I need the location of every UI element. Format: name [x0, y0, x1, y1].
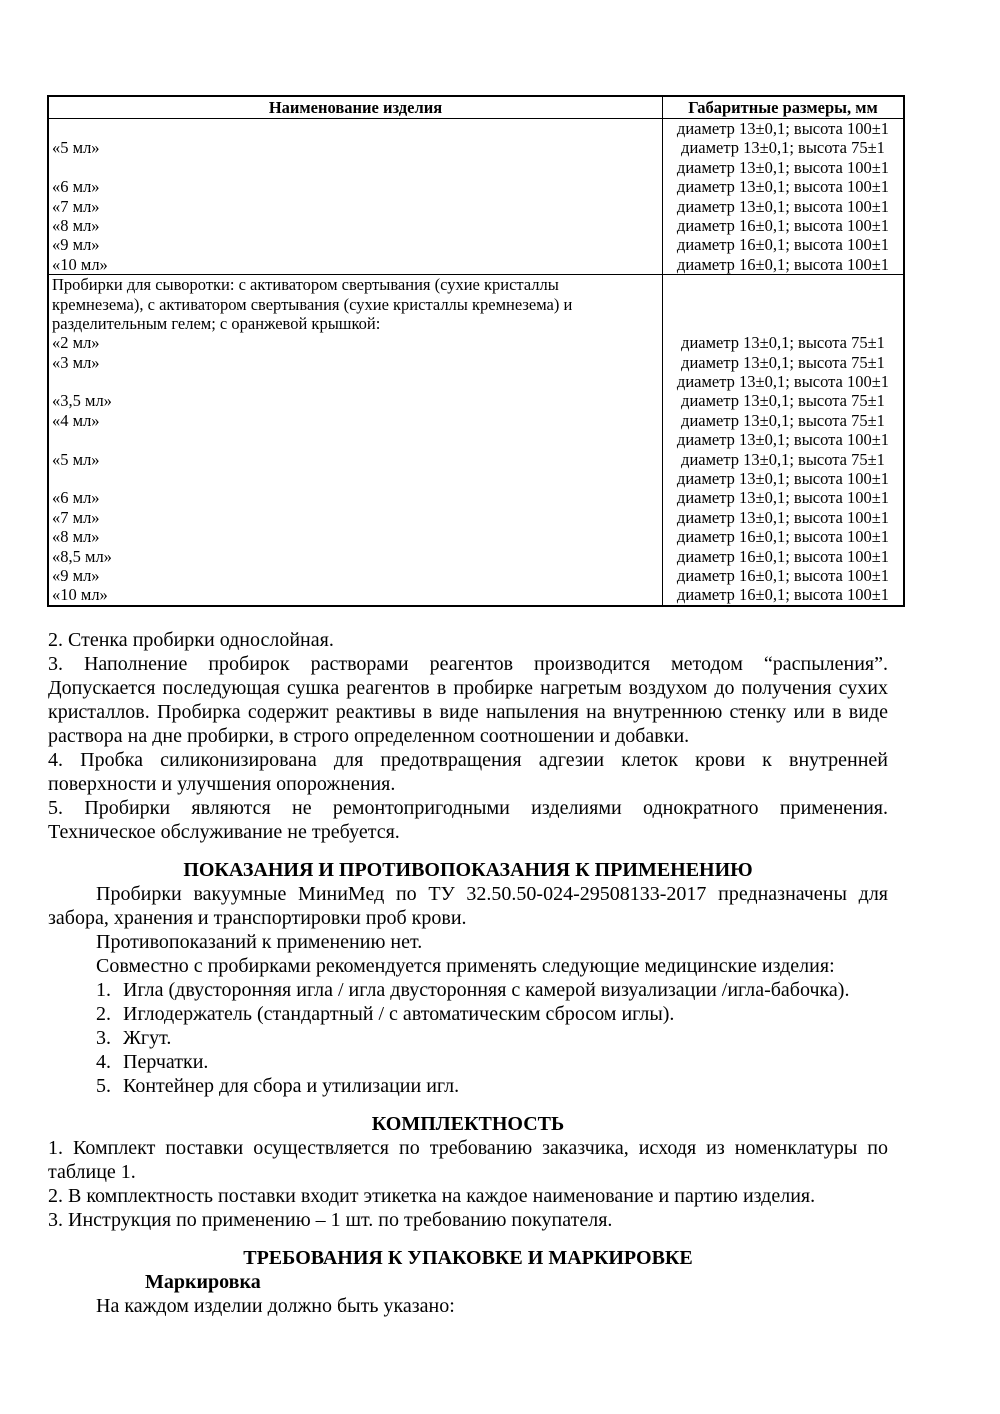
- section-heading: [48, 1112, 888, 1136]
- product-name-cell: «9 мл»: [49, 566, 663, 585]
- text-line: 3. Инструкция по применению – 1 шт. по требованию покупателя.: [48, 1209, 613, 1231]
- text-line: [96, 1002, 888, 1026]
- product-name-cell: «5 мл»: [49, 138, 663, 157]
- product-name-cell: «2 мл»: [49, 333, 663, 352]
- list-number: 5.: [96, 1075, 111, 1097]
- table-row: [49, 411, 903, 430]
- dimensions-cell: диаметр 16±0,1; высота 100±1: [676, 546, 890, 566]
- table-row: [49, 295, 903, 314]
- text-line: 2. Стенка пробирки однослойная.: [48, 629, 334, 651]
- table-row: [49, 566, 903, 585]
- table-row: [49, 255, 903, 274]
- text-line: Допускается последующая сушка реагентов в пробирке нагретым воздухом до получения сухих: [48, 677, 888, 699]
- dimensions-cell: диаметр 13±0,1; высота 75±1: [681, 352, 885, 372]
- product-name-cell: «8 мл»: [49, 527, 663, 546]
- table-row: [49, 197, 903, 216]
- section-heading: [48, 1246, 888, 1270]
- list-item: [96, 1074, 888, 1098]
- product-name-cell: «3,5 мл»: [49, 391, 663, 410]
- dimensions-cell: диаметр 16±0,1; высота 100±1: [676, 585, 890, 605]
- text-line: [96, 1074, 888, 1098]
- text-line: таблице 1.: [48, 1161, 136, 1183]
- dimensions-cell: диаметр 13±0,1; высота 100±1: [676, 372, 890, 392]
- dimensions-cell: диаметр 16±0,1; высота 100±1: [676, 527, 890, 547]
- table-row: [49, 508, 903, 527]
- product-name-cell: «3 мл»: [49, 353, 663, 372]
- product-name-cell: «9 мл»: [49, 235, 663, 254]
- dimensions-cell: [663, 275, 903, 294]
- dimensions-cell: диаметр 13±0,1; высота 75±1: [681, 410, 885, 430]
- product-name-cell: «8 мл»: [49, 216, 663, 235]
- paragraph: [48, 1294, 888, 1318]
- paragraph: [48, 652, 888, 748]
- product-name-cell: «6 мл»: [49, 488, 663, 507]
- text-line: кристаллов. Пробирка содержит реактивы в виде напыления на внутреннюю стенку или в виде: [48, 701, 888, 723]
- dimensions-cell: диаметр 16±0,1; высота 100±1: [676, 235, 890, 255]
- product-name-cell: Пробирки для сыворотки: с активатором свертывания (сухие кристаллы: [49, 275, 663, 294]
- dimensions-cell: диаметр 13±0,1; высота 100±1: [676, 119, 890, 138]
- text-line: Совместно с пробирками рекомендуется применять следующие медицинские изделия:: [96, 955, 835, 977]
- table-row: [49, 488, 903, 507]
- text-line: раствора на дне пробирки, в строго определенном соотношении и добавки.: [48, 725, 690, 747]
- list-number: 4.: [96, 1051, 111, 1073]
- table-row: [49, 158, 903, 177]
- text-line: ТРЕБОВАНИЯ К УПАКОВКЕ И МАРКИРОВКЕ: [243, 1247, 693, 1269]
- dimensions-cell: диаметр 16±0,1; высота 100±1: [676, 254, 890, 274]
- text-line: [96, 1050, 888, 1074]
- paragraph: [48, 1208, 888, 1232]
- dimensions-cell: диаметр 13±0,1; высота 75±1: [681, 449, 885, 469]
- text-line: 1. Комплект поставки осуществляется по требованию заказчика, исходя из номенклатуры по: [48, 1137, 888, 1159]
- product-name-cell: «6 мл»: [49, 177, 663, 196]
- table-row: [49, 333, 903, 352]
- text-line: Пробирки вакуумные МиниМед по ТУ 32.50.50-024-29508133-2017 предназначены для: [96, 883, 888, 905]
- dimensions-cell: диаметр 13±0,1; высота 75±1: [681, 391, 885, 411]
- dimensions-cell: диаметр 16±0,1; высота 100±1: [676, 215, 890, 235]
- list-text: Жгут.: [123, 1027, 172, 1049]
- table-row: [49, 275, 903, 294]
- paragraph: [48, 748, 888, 796]
- list-item: [96, 1050, 888, 1074]
- paragraph: [48, 954, 888, 978]
- dimensions-cell: диаметр 13±0,1; высота 100±1: [676, 488, 890, 508]
- document-body: [48, 628, 888, 1318]
- subheading: [145, 1270, 888, 1294]
- table-row: [49, 372, 903, 391]
- table-section: [49, 274, 903, 605]
- dimensions-cell: диаметр 16±0,1; высота 100±1: [676, 565, 890, 585]
- dimensions-cell: [663, 295, 903, 314]
- table-row: [49, 177, 903, 196]
- section-heading: [48, 858, 888, 882]
- table-row: [49, 469, 903, 488]
- text-line: Техническое обслуживание не требуется.: [48, 821, 400, 843]
- product-name-cell: «8,5 мл»: [49, 547, 663, 566]
- product-name-cell: «7 мл»: [49, 508, 663, 527]
- table-header-product-name: Наименование изделия: [49, 97, 663, 118]
- list-number: 2.: [96, 1003, 111, 1025]
- paragraph: [48, 1136, 888, 1184]
- text-line: Противопоказаний к применению нет.: [96, 931, 423, 953]
- text-line: 2. В комплектность поставки входит этикетка на каждое наименование и партию изделия.: [48, 1185, 816, 1207]
- text-line: 3. Наполнение пробирок растворами реагентов производится методом “распыления”.: [48, 653, 888, 675]
- list-number: 1.: [96, 979, 111, 1001]
- dimensions-cell: [663, 314, 903, 333]
- table-header-dimensions: Габаритные размеры, мм: [688, 98, 878, 117]
- product-name-cell: «7 мл»: [49, 197, 663, 216]
- table-row: [49, 527, 903, 546]
- paragraph: [48, 796, 888, 844]
- text-line: [96, 1026, 888, 1050]
- table-body: [49, 119, 903, 605]
- product-name-cell: [49, 119, 663, 138]
- table-row: [49, 138, 903, 157]
- text-line: поверхности и улучшения опорожнения.: [48, 773, 396, 795]
- table-row: [49, 353, 903, 372]
- paragraph: [48, 628, 888, 652]
- dimensions-cell: диаметр 13±0,1; высота 100±1: [676, 469, 890, 489]
- text-line: [96, 978, 888, 1002]
- text-line: забора, хранения и транспортировки проб крови.: [48, 907, 467, 929]
- dimensions-cell: диаметр 13±0,1; высота 75±1: [681, 333, 885, 353]
- table-row: [49, 450, 903, 469]
- table-row: [49, 314, 903, 333]
- table-row: [49, 585, 903, 604]
- list-text: Иглодержатель (стандартный / с автоматическим сбросом иглы).: [123, 1003, 675, 1025]
- text-line: 4. Пробка силиконизирована для предотвращения адгезии клеток крови к внутренней: [48, 749, 888, 771]
- list-text: Перчатки.: [123, 1051, 209, 1073]
- product-name-cell: [49, 469, 663, 488]
- dimensions-cell: диаметр 13±0,1; высота 100±1: [676, 157, 890, 177]
- text-line: Маркировка: [145, 1271, 261, 1293]
- dimensions-cell: диаметр 13±0,1; высота 100±1: [676, 430, 890, 450]
- product-spec-table: [47, 95, 905, 607]
- table-section: [49, 119, 903, 274]
- table-row: [49, 235, 903, 254]
- table-row: [49, 430, 903, 449]
- table-row: [49, 391, 903, 410]
- product-name-cell: «10 мл»: [49, 255, 663, 274]
- list-text: Контейнер для сбора и утилизации игл.: [123, 1075, 460, 1097]
- list-item: [96, 978, 888, 1002]
- product-name-cell: кремнезема), с активатором свертывания (сухие кристаллы кремнезема) и: [49, 295, 663, 314]
- list-item: [96, 1026, 888, 1050]
- list-item: [96, 1002, 888, 1026]
- text-line: На каждом изделии должно быть указано:: [96, 1295, 455, 1317]
- table-header-row: [49, 97, 903, 119]
- list-number: 3.: [96, 1027, 111, 1049]
- table-row: [49, 119, 903, 138]
- paragraph: [48, 1184, 888, 1208]
- product-name-cell: разделительным гелем; с оранжевой крышкой:: [49, 314, 663, 333]
- text-line: ПОКАЗАНИЯ И ПРОТИВОПОКАЗАНИЯ К ПРИМЕНЕНИЮ: [183, 859, 753, 881]
- product-name-cell: «4 мл»: [49, 411, 663, 430]
- table-row: [49, 216, 903, 235]
- text-line: 5. Пробирки являются не ремонтопригодными изделиями однократного применения.: [48, 797, 888, 819]
- paragraph: [48, 930, 888, 954]
- product-name-cell: [49, 158, 663, 177]
- product-name-cell: «5 мл»: [49, 450, 663, 469]
- dimensions-cell: диаметр 13±0,1; высота 100±1: [676, 177, 890, 197]
- paragraph: [48, 882, 888, 930]
- dimensions-cell: диаметр 13±0,1; высота 75±1: [681, 138, 885, 158]
- product-name-cell: [49, 430, 663, 449]
- text-line: КОМПЛЕКТНОСТЬ: [371, 1113, 565, 1135]
- table-row: [49, 547, 903, 566]
- list-text: Игла (двусторонняя игла / игла двусторонняя с камерой визуализации /игла-бабочка).: [123, 979, 850, 1001]
- product-name-cell: «10 мл»: [49, 585, 663, 604]
- dimensions-cell: диаметр 13±0,1; высота 100±1: [676, 196, 890, 216]
- product-name-cell: [49, 372, 663, 391]
- dimensions-cell: диаметр 13±0,1; высота 100±1: [676, 507, 890, 527]
